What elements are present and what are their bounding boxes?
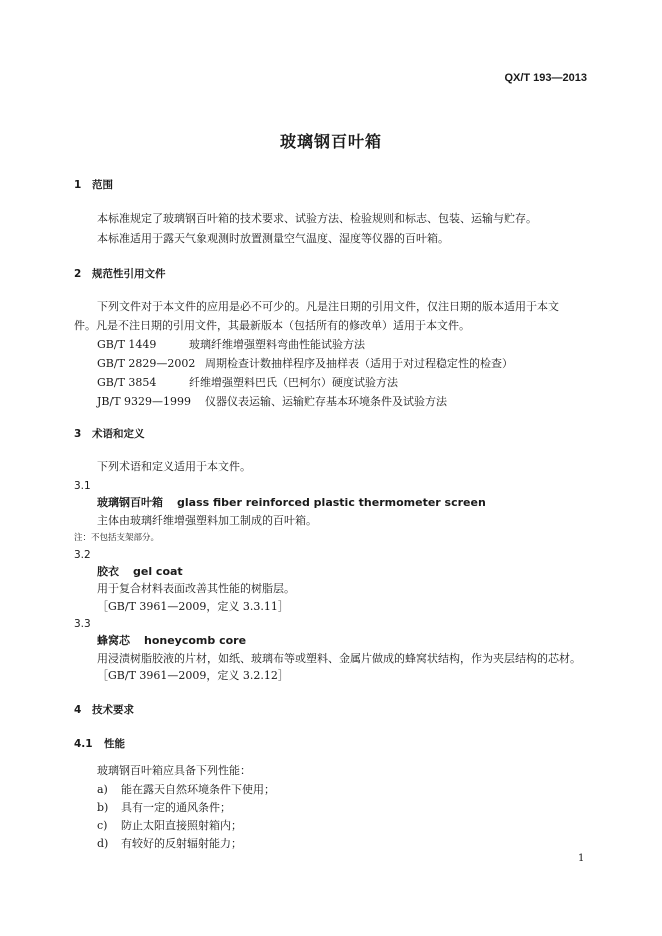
- term-chinese: 玻璃钢百叶箱: [97, 496, 163, 509]
- references-paragraph-line-1: 下列文件对于本文件的应用是必不可少的。凡是注日期的引用文件，仅注日期的版本适用于本文: [97, 300, 559, 313]
- reference-item: [97, 376, 398, 390]
- term-english: glass fiber reinforced plastic thermometer screen: [177, 496, 486, 509]
- section-3-heading: [74, 427, 145, 441]
- list-label: c): [97, 819, 108, 832]
- standard-code: QX/T 193—2013: [504, 72, 587, 84]
- section-4-heading: [74, 703, 134, 717]
- term-definition: 用于复合材料表面改善其性能的树脂层。: [97, 582, 295, 595]
- term-heading: [97, 565, 183, 579]
- section-2-heading: [74, 267, 166, 281]
- section-1-heading: [74, 178, 113, 192]
- list-text: 具有一定的通风条件；: [121, 801, 231, 814]
- reference-title: 仪器仪表运输、运输贮存基本环境条件及试验方法: [205, 395, 447, 408]
- references-paragraph-line-2: 件。凡是不注日期的引用文件，其最新版本（包括所有的修改单）适用于本文件。: [74, 319, 470, 332]
- section-number: 2: [74, 268, 82, 280]
- list-item: [97, 783, 275, 797]
- term-source: ［GB/T 3961—2009，定义 3.2.12］: [97, 669, 289, 682]
- section-number: 1: [74, 179, 82, 191]
- section-number: 4: [74, 704, 82, 716]
- list-item: [97, 801, 231, 815]
- section-title: 规范性引用文件: [92, 268, 166, 280]
- list-text: 防止太阳直接照射箱内；: [121, 819, 242, 832]
- term-definition: 用浸渍树脂胶液的片材，如纸、玻璃布等或塑料、金属片做成的蜂窝状结构，作为夹层结构的芯材。: [97, 652, 581, 665]
- term-number: 3.3: [74, 618, 91, 630]
- reference-title: 纤维增强塑料巴氏（巴柯尔）硬度试验方法: [189, 376, 398, 389]
- scope-paragraph-1: 本标准规定了玻璃钢百叶箱的技术要求、试验方法、检验规则和标志、包装、运输与贮存。: [97, 212, 537, 225]
- list-text: 有较好的反射辐射能力；: [121, 837, 242, 850]
- subsection-4-1-heading: [74, 737, 125, 751]
- reference-code: GB/T 2829—2002: [97, 357, 196, 370]
- reference-code: GB/T 1449: [97, 338, 157, 351]
- term-source: ［GB/T 3961—2009，定义 3.3.11］: [97, 600, 289, 613]
- reference-code: GB/T 3854: [97, 376, 157, 389]
- list-label: a): [97, 783, 108, 796]
- terms-intro: 下列术语和定义适用于本文件。: [97, 460, 251, 473]
- term-chinese: 蜂窝芯: [97, 634, 130, 647]
- list-label: d): [97, 837, 109, 850]
- list-item: [97, 819, 242, 833]
- term-number: 3.2: [74, 549, 91, 561]
- subsection-title: 性能: [104, 738, 125, 750]
- reference-item: [97, 338, 365, 352]
- section-title: 术语和定义: [92, 428, 145, 440]
- scope-paragraph-2: 本标准适用于露天气象观测时放置测量空气温度、湿度等仪器的百叶箱。: [97, 232, 449, 245]
- term-definition: 主体由玻璃纤维增强塑料加工制成的百叶箱。: [97, 514, 317, 527]
- term-heading: [97, 496, 486, 510]
- section-title: 范围: [92, 179, 113, 191]
- reference-code: JB/T 9329—1999: [97, 395, 192, 408]
- section-number: 3: [74, 428, 82, 440]
- reference-title: 周期检查计数抽样程序及抽样表（适用于对过程稳定性的检查）: [205, 357, 513, 370]
- performance-intro: 玻璃钢百叶箱应具备下列性能：: [97, 764, 251, 777]
- term-heading: [97, 634, 246, 648]
- reference-title: 玻璃纤维增强塑料弯曲性能试验方法: [189, 338, 365, 351]
- term-english: gel coat: [133, 565, 183, 578]
- list-label: b): [97, 801, 109, 814]
- reference-item: [97, 395, 447, 409]
- term-number: 3.1: [74, 480, 91, 492]
- term-chinese: 胶衣: [97, 565, 119, 578]
- list-text: 能在露天自然环境条件下使用；: [121, 783, 275, 796]
- section-title: 技术要求: [92, 704, 134, 716]
- document-title: 玻璃钢百叶箱: [279, 132, 382, 151]
- term-english: honeycomb core: [144, 634, 247, 647]
- term-note: 注：不包括支架部分。: [74, 533, 160, 543]
- page-number: 1: [578, 853, 585, 864]
- reference-item: [97, 357, 513, 371]
- subsection-number: 4.1: [74, 738, 93, 750]
- list-item: [97, 837, 242, 851]
